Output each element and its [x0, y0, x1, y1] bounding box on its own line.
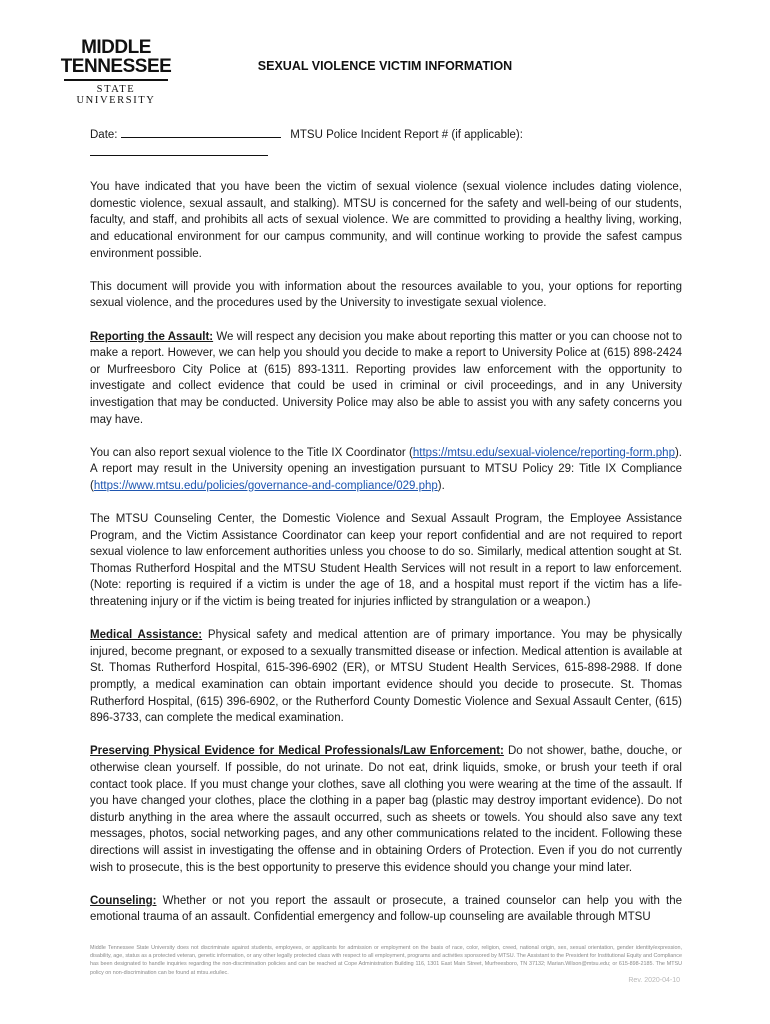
intro-paragraph-2: This document will provide you with information about the resources available to you, your options for reporting sexual violence, and the procedures used by the University to investigate sexual violence.	[90, 280, 682, 310]
date-blank[interactable]	[121, 126, 281, 138]
incident-report-label: MTSU Police Incident Report # (if applicable):	[290, 129, 523, 141]
policy-29-link[interactable]: https://www.mtsu.edu/policies/governance-and-compliance/029.php	[93, 479, 438, 492]
logo-line-state-university: STATE UNIVERSITY	[76, 84, 156, 106]
date-line	[90, 126, 682, 161]
document-title: SEXUAL VIOLENCE VICTIM INFORMATION	[257, 59, 513, 73]
document-body	[90, 126, 682, 943]
date-label: Date:	[90, 129, 118, 141]
logo-rule	[64, 79, 168, 81]
intro-paragraph-1: You have indicated that you have been the victim of sexual violence (sexual violence includes dating violence, domestic violence, sexual assault, and stalking). MTSU is concerned for the safety and well-being of our students, faculty, and staff, and prohibits all acts of sexual violence. We are committed to providing a healthy living, working, and educational environment for our campus community, and will continue working to provide the safest campus environment possible.	[90, 181, 682, 260]
counseling-heading: Counseling:	[90, 894, 157, 907]
evidence-paragraph	[90, 743, 682, 876]
counseling-text: Whether or not you report the assault or prosecute, a trained counselor can help you with the emotional trauma of an assault. Confidential emergency and follow-up counseling are available through MTSU	[90, 894, 682, 924]
confidential-resources-paragraph: The MTSU Counseling Center, the Domestic Violence and Sexual Assault Program, the Employee Assistance Program, and the Victim Assistance Coordinator can keep your report confidential and are not required to report sexual violence to law enforcement authorities unless you choose to do so. Similarly, medical attention sought at St. Thomas Rutherford Hospital and the MTSU Student Health Services will not result in a report to law enforcement. (Note: reporting is required if a victim is under the age of 18, and a hospital must report if the victim has a life-threatening injury or if the victim is being treated for injuries inflicted by strangulation or a weapon.)	[90, 513, 682, 609]
logo-line-tennessee: TENNESSEE	[60, 56, 172, 77]
reporting-form-link[interactable]: https://mtsu.edu/sexual-violence/reporting-form.php	[412, 446, 675, 459]
reporting-text: We will respect any decision you make about reporting this matter or you can choose not to make a report. However, we can help you should you decide to make a report to University Police at (615) 898-2424 or Murfreesboro City Police at (615) 893-1311. Reporting provides law enforcement with the opportunity to investigate and collect evidence that could be used in criminal or civil proceedings, and in any University investigation that may be conducted. University Police may also be able to assist you with any safety concerns you may have.	[90, 330, 682, 426]
title-ix-paragraph	[90, 445, 682, 495]
title-ix-text-a: You can also report sexual violence to the Title IX Coordinator (	[90, 446, 413, 459]
non-discrimination-footer: Middle Tennessee State University does not discriminate against students, employees, or applicants for admission or employment on the basis of race, color, religion, creed, national origin, sex, sexual orientation, gender identity/expression, disability, age, status as a protected veteran, genetic information, or any other legally protected class with respect to all employment, programs and activities sponsored by MTSU. The Assistant to the President for Institutional Equity and Compliance has been designated to handle inquiries regarding the non-discrimination policies and can be reached at Cope Administration Building 116, 1301 East Main Street, Murfreesboro, TN 37132; Marian.Wilson@mtsu.edu; or 615-898-2185. The MTSU policy on non-discrimination can be found at mtsu.edu/iec.	[90, 945, 682, 976]
counseling-paragraph	[90, 893, 682, 926]
evidence-text: Do not shower, bathe, douche, or otherwise clean yourself. If possible, do not urinate. Do not eat, drink liquids, smoke, or brush your teeth if oral contact took place. If you must change your clothes, save all clothing you were wearing at the time of the assault. If you have changed your clothes, place the clothing in a paper bag (plastic may destroy important evidence). Do not disturb anything in the area where the assault occurred, such as sheets or towels. You should also save any text messages, photos, social networking pages, and any other communications related to the incident. Following these directions will assist in investigating the offense and in obtaining Orders of Protection. Even if you do not currently wish to prosecute, this is the best opportunity to preserve this evidence should you change your mind later.	[90, 745, 682, 874]
medical-heading: Medical Assistance:	[90, 629, 203, 642]
title-ix-text-c: ).	[437, 479, 445, 492]
evidence-heading: Preserving Physical Evidence for Medical Professionals/Law Enforcement:	[90, 745, 504, 758]
medical-paragraph	[90, 627, 682, 727]
reporting-paragraph	[90, 329, 682, 429]
university-logo	[60, 38, 172, 106]
reporting-heading: Reporting the Assault:	[90, 330, 214, 343]
title-ix-text-b: ). A report may result in the University opening an investigation pursuant to MTSU Policy 29: Title IX Compliance (	[90, 446, 682, 492]
revision-date: Rev. 2020-04-10	[628, 977, 680, 984]
medical-text: Physical safety and medical attention are of primary importance. You may be physically injured, become pregnant, or exposed to a sexually transmitted disease or infection. Medical attention is available at St. Thomas Rutherford Hospital, 615-396-6902 (ER), or MTSU Student Health Services, 615-898-2988. If done promptly, a medical examination can obtain important evidence should you decide to prosecute. St. Thomas Rutherford Hospital, (615) 396-6902, or the Rutherford County Domestic Violence and Sexual Assault Center, (615) 896-3733, can complete the medical examination.	[90, 629, 682, 725]
incident-report-blank[interactable]	[90, 144, 268, 156]
logo-line-middle: MIDDLE	[81, 37, 151, 58]
